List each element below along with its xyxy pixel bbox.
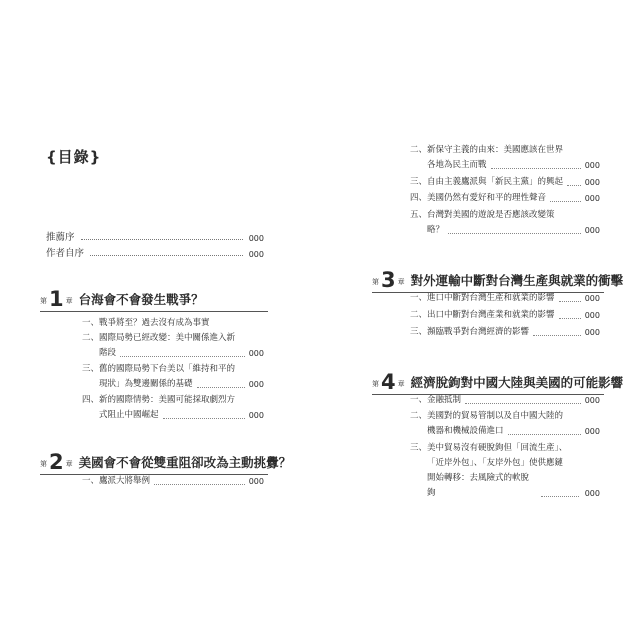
toc-entry[interactable] xyxy=(82,393,264,423)
entry-line: 階段 xyxy=(99,348,117,358)
entry-line: 美中貿易沒有硬脫鉤但「回流生產」、 xyxy=(427,443,568,453)
toc-entry[interactable] xyxy=(410,175,600,190)
page-number: 000 xyxy=(248,411,264,420)
entry-line: 現狀」為雙邊關係的基礎 xyxy=(99,379,193,389)
toc-title: {目錄} xyxy=(46,148,102,166)
toc-entry[interactable] xyxy=(410,291,600,306)
entry-line: 機器和機械設備進口 xyxy=(427,426,504,436)
chapter-di: 第 xyxy=(40,297,47,305)
entry-line: 戰爭將至？過去沒有成為事實 xyxy=(99,318,210,328)
entry-mark: 二、 xyxy=(410,145,428,155)
page-number: 000 xyxy=(584,226,600,235)
dot-leader xyxy=(508,433,581,435)
dot-leader xyxy=(120,355,245,357)
chapter-number: 1 xyxy=(49,287,64,311)
toc-entry[interactable] xyxy=(410,325,600,340)
entry-mark: 一、 xyxy=(82,476,100,486)
entry-mark: 二、 xyxy=(410,411,428,421)
entry-line: 國際局勢已經改變：美中關係進入新 xyxy=(99,333,236,343)
entry-line: 略？ xyxy=(427,225,445,235)
page-number: 000 xyxy=(584,194,600,203)
page-number: 000 xyxy=(584,311,600,320)
dot-leader xyxy=(90,254,243,256)
dot-leader xyxy=(550,200,581,202)
preface-label: 作者自序 xyxy=(46,248,85,259)
page-number: 000 xyxy=(248,234,264,243)
page-number: 000 xyxy=(584,489,600,498)
chapter-di: 第 xyxy=(372,380,379,388)
chapter-1-heading[interactable] xyxy=(40,289,204,309)
entry-line: 台灣對美國的遊說是否應該改變策 xyxy=(427,210,555,220)
page-number: 000 xyxy=(584,178,600,187)
page-number: 000 xyxy=(248,477,264,486)
preface-label: 推薦序 xyxy=(46,232,75,243)
toc-entry[interactable] xyxy=(410,308,600,323)
dot-leader xyxy=(491,167,581,169)
toc-row-preface[interactable] xyxy=(46,229,264,243)
entry-mark: 三、 xyxy=(410,177,428,187)
chapter-zhang: 章 xyxy=(397,380,405,388)
entry-mark: 一、 xyxy=(82,318,100,328)
entry-line: 美國仍然有愛好和平的理性聲音 xyxy=(427,193,547,203)
dot-leader xyxy=(81,238,243,240)
chapter-3-heading[interactable] xyxy=(372,270,623,290)
entry-line: 舊的國際局勢下台美以「維持和平的 xyxy=(99,364,236,374)
entry-line: 自由主義鷹派與「新民主黨」的興起 xyxy=(427,177,564,187)
chapter-number: 2 xyxy=(49,450,64,474)
page-number: 000 xyxy=(584,161,600,170)
entry-line: 新保守主義的由來：美國應該在世界 xyxy=(427,145,564,155)
toc-entry[interactable] xyxy=(82,362,264,392)
entry-line: 各地為民主而戰 xyxy=(427,160,487,170)
dot-leader xyxy=(541,496,579,497)
entry-line: 新的國際情勢：美國可能採取劇烈方 xyxy=(99,395,236,405)
entry-mark: 五、 xyxy=(410,210,428,220)
dot-leader xyxy=(154,483,245,485)
chapter-title: 台海會不會發生戰爭？ xyxy=(78,292,204,307)
entry-mark: 四、 xyxy=(410,193,428,203)
dot-leader xyxy=(567,184,581,186)
chapter-zhang: 章 xyxy=(65,297,73,305)
chapter-title: 對外運輸中斷對台灣生產與就業的衝擊 xyxy=(410,273,624,288)
entry-line: 開始轉移：去風險式的軟脫鉤 xyxy=(427,473,530,498)
toc-entry[interactable] xyxy=(82,474,264,489)
chapter-2-heading[interactable] xyxy=(40,452,291,472)
entry-mark: 四、 xyxy=(82,395,100,405)
entry-mark: 一、 xyxy=(410,395,428,405)
dot-leader xyxy=(559,317,581,319)
page-number: 000 xyxy=(248,250,264,259)
entry-mark: 三、 xyxy=(410,327,428,337)
entry-line: 美國對的貿易管制以及自中國大陸的 xyxy=(427,411,564,421)
chapter-4-heading[interactable] xyxy=(372,372,623,392)
chapter-zhang: 章 xyxy=(65,460,73,468)
entry-mark: 三、 xyxy=(410,443,428,453)
entry-line: 式阻止中國崛起 xyxy=(99,410,159,420)
toc-entry[interactable] xyxy=(82,316,264,331)
entry-mark: 二、 xyxy=(410,310,428,320)
entry-line: 進口中斷對台灣生產和就業的影響 xyxy=(427,293,555,303)
chapter-di: 第 xyxy=(372,278,379,286)
entry-line: 金融抵制 xyxy=(427,395,462,405)
chapter-title: 美國會不會從雙重阻卻改為主動挑釁？ xyxy=(78,455,292,470)
entry-line: 出口中斷對台灣產業和就業的影響 xyxy=(427,310,555,320)
entry-line: 鷹派大將舉例 xyxy=(99,476,151,486)
page-number: 000 xyxy=(584,396,600,405)
toc-entry[interactable] xyxy=(82,331,264,361)
chapter-number: 4 xyxy=(381,370,396,394)
dot-leader xyxy=(465,402,581,404)
chapter-zhang: 章 xyxy=(397,278,405,286)
entry-line: 瀕臨戰爭對台灣經濟的影響 xyxy=(427,327,530,337)
dot-leader xyxy=(197,386,245,388)
page-number: 000 xyxy=(584,294,600,303)
dot-leader xyxy=(163,417,245,419)
page-number: 000 xyxy=(248,349,264,358)
toc-entry[interactable] xyxy=(410,143,600,173)
toc-entry[interactable] xyxy=(410,409,600,439)
toc-entry[interactable] xyxy=(410,191,600,206)
entry-line: 「近岸外包」、「友岸外包」使供應鏈 xyxy=(427,458,564,468)
dot-leader xyxy=(448,232,581,234)
toc-entry[interactable] xyxy=(410,441,600,501)
entry-mark: 一、 xyxy=(410,293,428,303)
dot-leader xyxy=(559,300,581,302)
entry-mark: 三、 xyxy=(82,364,100,374)
dot-leader xyxy=(533,334,581,336)
toc-entry[interactable] xyxy=(410,393,600,408)
toc-entry[interactable] xyxy=(410,208,600,238)
chapter-di: 第 xyxy=(40,460,47,468)
chapter-title: 經濟脫鉤對中國大陸與美國的可能影響 xyxy=(410,375,624,390)
chapter-rule xyxy=(40,311,268,312)
page-number: 000 xyxy=(584,427,600,436)
chapter-number: 3 xyxy=(381,268,396,292)
toc-row-author-preface[interactable] xyxy=(46,245,264,259)
entry-mark: 二、 xyxy=(82,333,100,343)
page-number: 000 xyxy=(584,328,600,337)
page-number: 000 xyxy=(248,380,264,389)
